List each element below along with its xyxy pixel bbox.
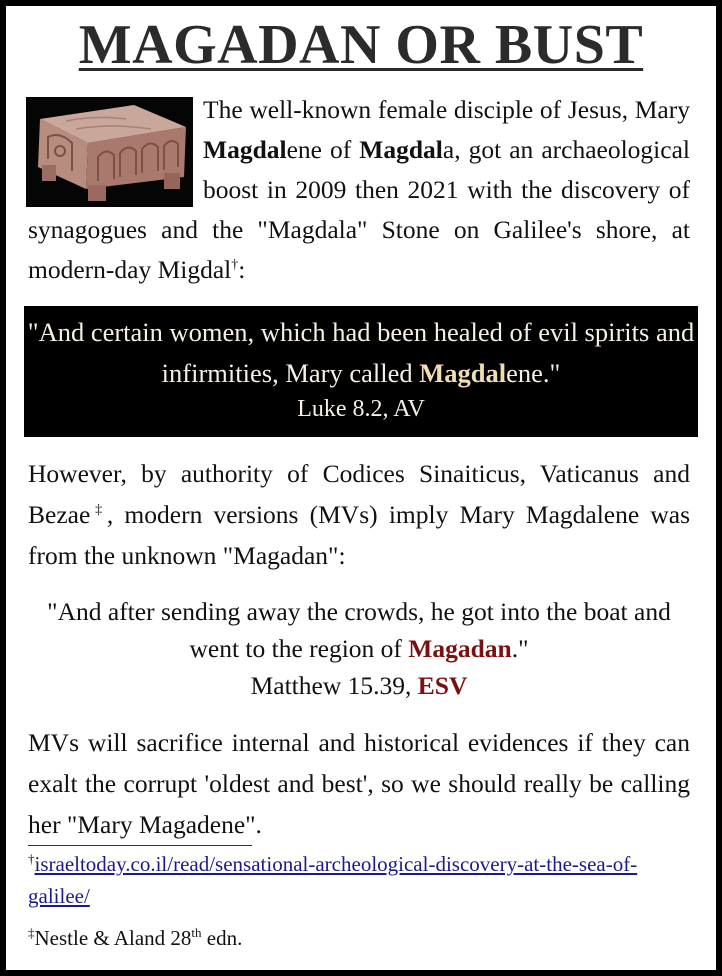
intro-bold-magdal: Magdal: [359, 135, 443, 164]
footnote-2: ‡Nestle & Aland 28th edn.: [28, 925, 243, 950]
intro-text: a, got an archaeological boost in 2009 then 2021 with the discovery of synagogues and the "Magdala" Stone on Galilee's shore, at modern-day Migdal: [28, 135, 690, 284]
conclusion-paragraph: MVs will sacrifice internal and historical evidences if they can exalt the corrupt 'oldest and best', so we should really be calling her "Mary Magadene".: [28, 728, 690, 839]
footnote-double-dagger-mark: ‡: [90, 502, 107, 518]
luke-quote-box: [24, 306, 698, 437]
luke-quote-reference: Luke 8.2, AV: [297, 396, 425, 422]
footnote-dagger-mark: †: [231, 257, 239, 273]
matthew-quote-text: "And after sending away the crowds, he got into the boat and went to the region of Magadan.": [47, 597, 671, 663]
intro-bold-magdal: Magdal: [203, 135, 287, 164]
intro-text: ene of: [286, 135, 360, 164]
luke-quote-text: "And certain women, which had been healed of evil spirits and infirmities, Mary called Magdalene.": [27, 317, 695, 388]
magadan-highlight: Magadan: [408, 634, 512, 663]
source-link[interactable]: israeltoday.co.il/read/sensational-archeological-discovery-at-the-sea-of-galilee/: [28, 852, 638, 908]
matthew-quote-reference: Matthew 15.39, ESV: [250, 671, 468, 700]
footnote-double-dagger-mark: ‡: [28, 925, 35, 940]
matthew-quote: [28, 593, 690, 704]
esv-label: ESV: [417, 671, 468, 700]
intro-text: The well-known female disciple of Jesus, Mary: [203, 95, 690, 124]
page-title: MAGADAN OR BUST: [78, 14, 644, 76]
footnote-dagger-mark: †: [28, 851, 35, 866]
intro-text: :: [238, 255, 246, 284]
footnote-1: [28, 848, 690, 912]
intro-paragraph: [28, 90, 690, 290]
codices-paragraph: However, by authority of Codices Sinaiticus, Vaticanus and Bezae‡, modern versions (MVs) imply Mary Magdalene was from the unknown "Magadan":: [28, 459, 690, 570]
footnote-divider: [28, 845, 252, 846]
image-float-spacer: [28, 90, 203, 210]
